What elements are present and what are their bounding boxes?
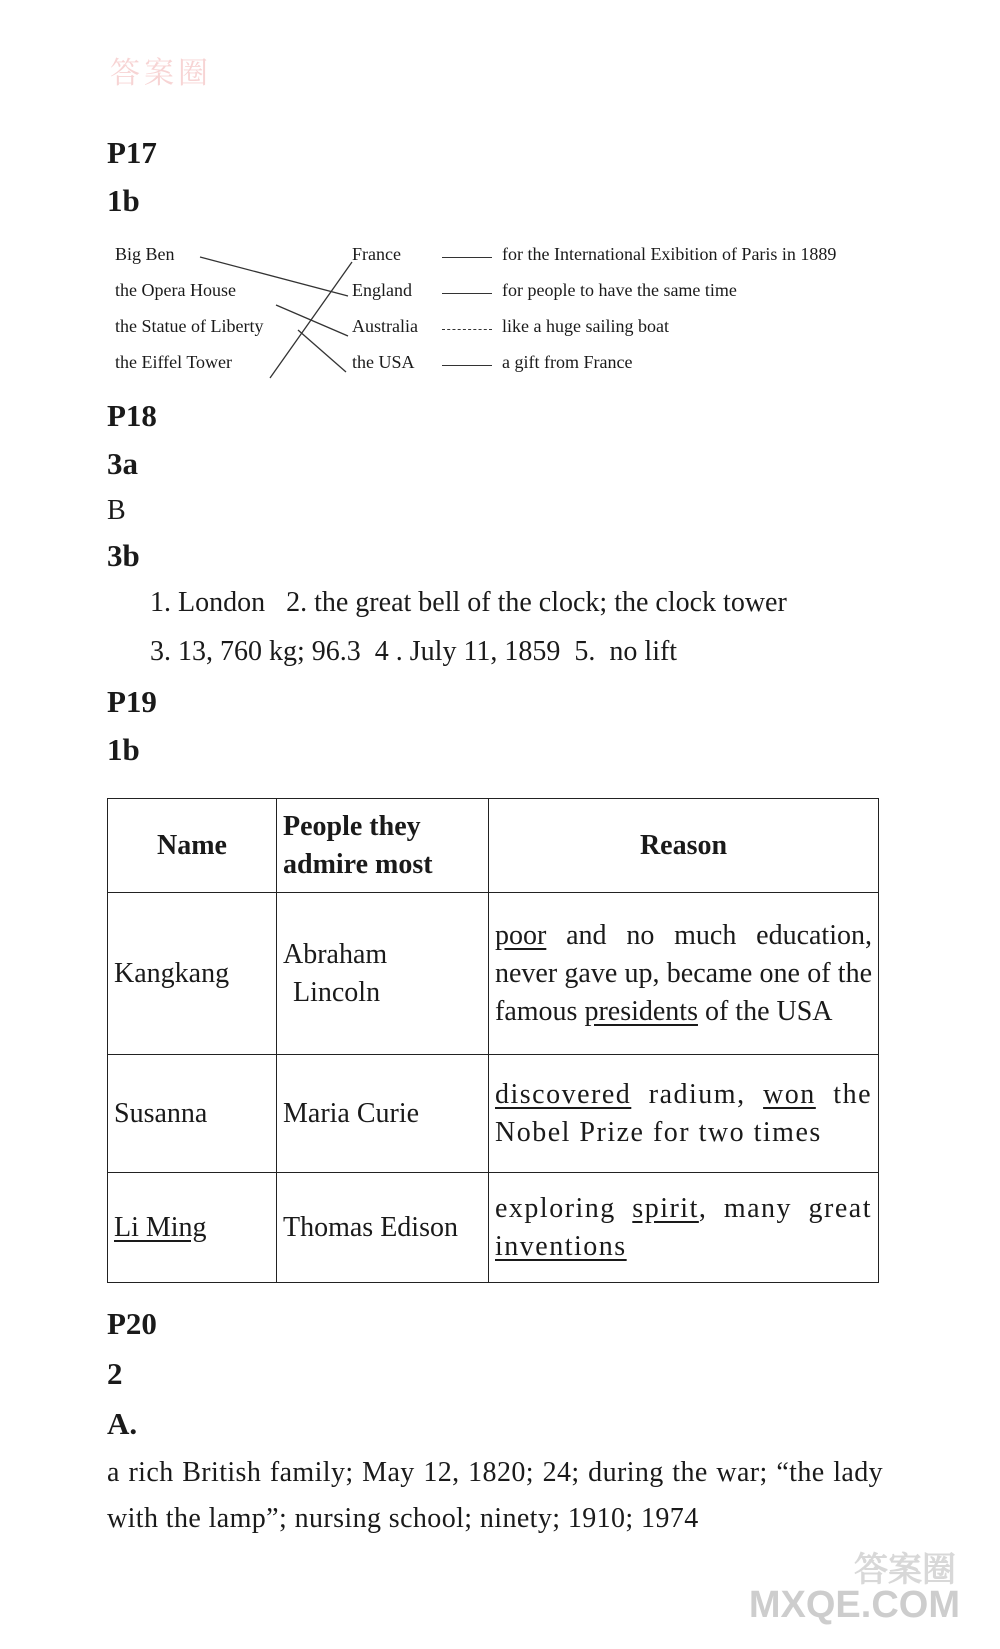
answer-paragraph: a rich British family; May 12, 1820; 24; during the war; “the lady with the lamp”; nursing school; ninety; 1910; 1974	[107, 1457, 883, 1534]
watermark-bottom-cn: 答案圈	[854, 1552, 956, 1589]
header-people	[277, 799, 489, 893]
match-line	[200, 257, 348, 296]
watermark-bottom: MXQE.COM	[748, 1584, 960, 1626]
country-item: Australia	[352, 316, 418, 336]
cell-name: Kangkang	[108, 893, 277, 1055]
reason-item: like a huge sailing boat	[502, 316, 669, 336]
reason-text: radium,	[631, 1078, 764, 1110]
matching-lines	[0, 0, 1000, 420]
exercise-label-1b-p19: 1b	[107, 732, 140, 767]
match-line	[270, 262, 352, 378]
table-header-row	[108, 799, 879, 893]
answer-3b-line2: 3. 13, 760 kg; 96.3 4 . July 11, 1859 5. no lift	[150, 636, 678, 667]
admiration-table	[107, 798, 879, 1283]
cell-name	[108, 1173, 277, 1283]
table-row	[108, 1055, 879, 1173]
cell-reason	[489, 1173, 879, 1283]
underlined-keyword: discovered	[495, 1078, 632, 1110]
reason-item: for people to have the same time	[502, 280, 737, 300]
page-heading-p17: P17	[107, 135, 157, 170]
landmark-item: the Eiffel Tower	[115, 352, 233, 372]
underlined-keyword: poor	[495, 919, 547, 951]
header-reason: Reason	[489, 799, 879, 893]
landmark-item: the Statue of Liberty	[115, 316, 264, 336]
cell-person	[277, 893, 489, 1055]
header-people-line: People they	[283, 810, 421, 842]
underlined-keyword: won	[763, 1078, 816, 1110]
exercise-label-2: 2	[107, 1356, 123, 1391]
reason-item: for the International Exibition of Paris in 1889	[502, 244, 837, 264]
country-item: England	[352, 280, 412, 300]
underlined-keyword: spirit	[632, 1192, 699, 1224]
table-row	[108, 1173, 879, 1283]
answer-3a: B	[107, 495, 126, 526]
part-label-a: A.	[107, 1406, 138, 1441]
cell-reason	[489, 893, 879, 1055]
person-line: Lincoln	[293, 976, 381, 1008]
reason-text: exploring	[495, 1192, 633, 1224]
cell-name: Susanna	[108, 1055, 277, 1173]
match-line	[276, 305, 348, 336]
table-row	[108, 893, 879, 1055]
page-heading-p20: P20	[107, 1306, 157, 1341]
cell-reason	[489, 1055, 879, 1173]
cell-person: Thomas Edison	[277, 1173, 489, 1283]
reason-text: of the USA	[697, 995, 833, 1027]
country-item: the USA	[352, 352, 415, 372]
exercise-label-3a: 3a	[107, 446, 138, 481]
reason-text: the Nobel Prize for two times	[495, 1078, 872, 1148]
reason-item: a gift from France	[502, 352, 633, 372]
country-item: France	[352, 244, 401, 264]
match-line	[298, 330, 346, 372]
person-line: Abraham	[283, 938, 388, 970]
exercise-label-1b: 1b	[107, 183, 140, 218]
reason-text: and no much education, never gave up, became one of the famous	[495, 919, 872, 1027]
landmark-item: Big Ben	[115, 244, 175, 264]
reason-text: , many great	[698, 1192, 872, 1224]
header-name: Name	[108, 799, 277, 893]
exercise-label-3b: 3b	[107, 538, 140, 573]
cell-person: Maria Curie	[277, 1055, 489, 1173]
answer-3b-line1: 1. London 2. the great bell of the clock; the clock tower	[150, 587, 787, 618]
landmark-item: the Opera House	[115, 280, 236, 300]
header-people-line: admire most	[283, 848, 433, 880]
underlined-keyword: inventions	[495, 1230, 627, 1262]
watermark-top: 答案圈	[110, 57, 212, 90]
underlined-keyword: presidents	[584, 995, 698, 1027]
page-heading-p19: P19	[107, 684, 157, 719]
underlined-name: Li Ming	[114, 1211, 207, 1243]
page-heading-p18: P18	[107, 398, 157, 433]
